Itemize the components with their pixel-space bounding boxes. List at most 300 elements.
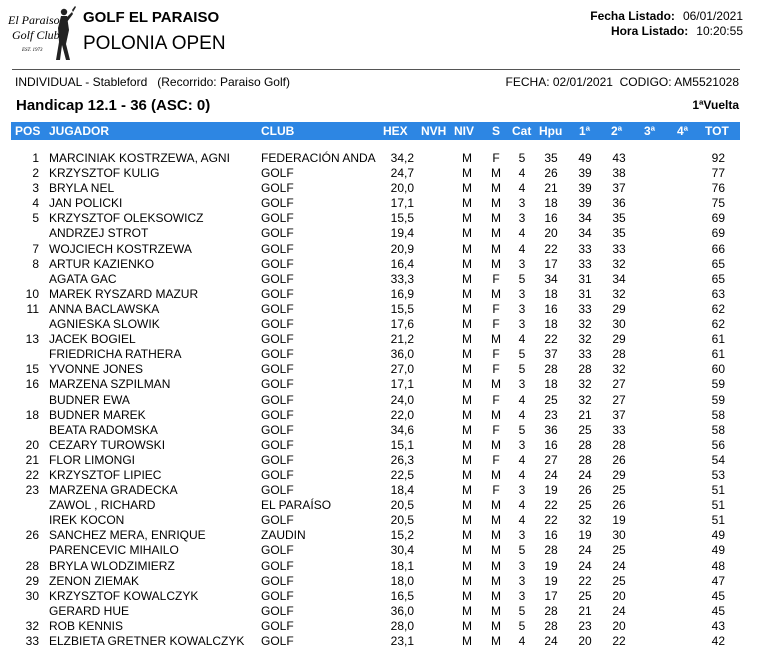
row-sex: F <box>492 392 500 407</box>
row-round-2: 37 <box>612 181 626 196</box>
row-hpu: 36 <box>544 422 558 437</box>
col-header-round-1: 1ª <box>579 124 591 138</box>
row-hex: 30,4 <box>390 543 414 558</box>
table-row <box>11 423 740 438</box>
row-position: 2 <box>32 166 39 181</box>
row-position: 11 <box>26 301 39 316</box>
row-hpu: 24 <box>544 467 558 482</box>
row-sex: M <box>491 588 501 603</box>
row-round-1: 34 <box>578 226 592 241</box>
row-total: 43 <box>711 618 725 633</box>
row-hex: 18,1 <box>390 558 414 573</box>
row-niv: M <box>462 166 472 181</box>
row-total: 61 <box>711 332 725 347</box>
row-total: 49 <box>711 543 725 558</box>
table-row <box>11 483 740 498</box>
row-position: 4 <box>32 196 39 211</box>
row-round-1: 19 <box>578 528 592 543</box>
table-row <box>11 196 740 211</box>
row-round-1: 32 <box>578 513 592 528</box>
table-row <box>11 589 740 604</box>
row-cat: 5 <box>518 347 526 362</box>
row-hex: 17,1 <box>390 196 414 211</box>
row-cat: 5 <box>518 362 526 377</box>
row-round-2: 43 <box>612 151 626 165</box>
row-total: 69 <box>711 226 725 241</box>
row-hpu: 21 <box>544 181 558 196</box>
row-round-1: 32 <box>578 332 592 347</box>
row-position: 10 <box>25 286 39 301</box>
row-round-2: 25 <box>612 543 626 558</box>
row-cat: 3 <box>518 317 526 332</box>
col-header-hex: HEX <box>383 124 408 138</box>
row-hpu: 17 <box>544 256 558 271</box>
row-player-name: ROB KENNIS <box>49 618 124 633</box>
row-club: GOLF <box>261 618 294 633</box>
row-round-1: 34 <box>578 211 592 226</box>
row-total: 75 <box>711 196 725 211</box>
row-sex: M <box>491 634 501 648</box>
row-niv: M <box>462 317 472 332</box>
table-row <box>11 453 740 468</box>
row-hex: 18,4 <box>390 483 414 498</box>
row-player-name: BUDNER MAREK <box>49 407 146 422</box>
row-position: 20 <box>25 437 39 452</box>
row-hpu: 34 <box>544 271 558 286</box>
row-cat: 4 <box>518 226 526 241</box>
row-hex: 20,5 <box>390 498 414 513</box>
row-round-2: 26 <box>612 498 626 513</box>
row-club: GOLF <box>261 332 294 347</box>
row-cat: 3 <box>518 588 526 603</box>
row-cat: 4 <box>518 166 526 181</box>
table-row <box>11 513 740 528</box>
row-sex: M <box>491 407 501 422</box>
row-round-1: 25 <box>578 498 592 513</box>
row-hex: 21,2 <box>390 332 414 347</box>
row-sex: F <box>492 347 500 362</box>
row-round-1: 32 <box>578 377 592 392</box>
row-total: 69 <box>711 211 725 226</box>
table-row <box>11 272 740 287</box>
row-hex: 24,0 <box>390 392 414 407</box>
table-row <box>11 302 740 317</box>
row-total: 63 <box>711 286 725 301</box>
row-sex: F <box>492 271 500 286</box>
row-round-1: 31 <box>578 286 592 301</box>
row-round-2: 36 <box>612 196 626 211</box>
row-position: 30 <box>25 588 39 603</box>
row-sex: M <box>491 467 501 482</box>
col-header-jugador: JUGADOR <box>49 124 110 138</box>
row-round-2: 26 <box>612 452 626 467</box>
col-header-cat: Cat <box>512 124 532 138</box>
table-row <box>11 408 740 423</box>
row-hpu: 23 <box>544 407 558 422</box>
row-sex: M <box>491 211 501 226</box>
row-hex: 16,4 <box>390 256 414 271</box>
fecha-listado <box>590 9 743 23</box>
row-position: 21 <box>25 452 39 467</box>
row-hpu: 18 <box>544 196 558 211</box>
row-player-name: MARZENA GRADECKA <box>49 483 178 498</box>
row-round-2: 29 <box>612 467 626 482</box>
row-club: GOLF <box>261 437 294 452</box>
row-round-2: 29 <box>612 332 626 347</box>
row-hpu: 25 <box>544 392 558 407</box>
row-total: 58 <box>711 422 725 437</box>
row-cat: 3 <box>518 483 526 498</box>
row-round-2: 35 <box>612 211 626 226</box>
row-club: GOLF <box>261 467 294 482</box>
row-niv: M <box>462 362 472 377</box>
row-round-2: 32 <box>612 362 626 377</box>
row-club: GOLF <box>261 362 294 377</box>
row-club: GOLF <box>261 392 294 407</box>
row-sex: M <box>491 256 501 271</box>
row-total: 51 <box>711 498 725 513</box>
row-club: GOLF <box>261 407 294 422</box>
row-hpu: 28 <box>544 618 558 633</box>
row-player-name: JAN POLICKI <box>49 196 123 211</box>
row-total: 58 <box>711 407 725 422</box>
row-round-2: 27 <box>612 392 626 407</box>
row-niv: M <box>462 558 472 573</box>
row-position: 22 <box>25 467 39 482</box>
row-round-1: 26 <box>578 483 592 498</box>
row-club: GOLF <box>261 513 294 528</box>
row-round-1: 39 <box>578 166 592 181</box>
row-niv: M <box>462 181 472 196</box>
row-round-2: 35 <box>612 226 626 241</box>
row-round-2: 29 <box>612 301 626 316</box>
fecha-listado-value: 06/01/2021 <box>682 9 743 23</box>
row-round-2: 34 <box>612 271 626 286</box>
col-header-pos: POS <box>15 124 41 138</box>
row-round-1: 25 <box>578 422 592 437</box>
table-row <box>11 634 740 649</box>
row-player-name: KRZYSZTOF KOWALCZYK <box>49 588 199 603</box>
row-hex: 15,2 <box>390 528 414 543</box>
row-niv: M <box>462 437 472 452</box>
row-club: GOLF <box>261 256 294 271</box>
row-cat: 3 <box>518 528 526 543</box>
row-player-name: ANDRZEJ STROT <box>49 226 149 241</box>
row-round-1: 33 <box>578 347 592 362</box>
row-niv: M <box>462 543 472 558</box>
row-round-2: 38 <box>612 166 626 181</box>
row-total: 59 <box>711 392 725 407</box>
row-total: 54 <box>711 452 725 467</box>
row-sex: M <box>491 558 501 573</box>
row-club: ZAUDIN <box>261 528 306 543</box>
row-cat: 4 <box>518 467 526 482</box>
row-cat: 5 <box>518 603 526 618</box>
row-cat: 4 <box>518 332 526 347</box>
row-niv: M <box>462 618 472 633</box>
row-total: 92 <box>711 151 725 165</box>
row-round-1: 24 <box>578 467 592 482</box>
table-row <box>11 166 740 181</box>
col-header-niv: NIV <box>454 124 475 138</box>
logo-text-line-2: Golf Club <box>12 28 60 42</box>
row-round-1: 28 <box>578 437 592 452</box>
col-header-s: S <box>492 124 501 138</box>
table-row <box>11 181 740 196</box>
row-hex: 19,4 <box>390 226 414 241</box>
row-round-1: 33 <box>578 256 592 271</box>
col-header-tot: TOT <box>705 124 729 138</box>
row-round-2: 30 <box>612 528 626 543</box>
row-hpu: 19 <box>544 573 558 588</box>
row-player-name: WOJCIECH KOSTRZEWA <box>49 241 192 256</box>
row-cat: 5 <box>518 422 526 437</box>
table-row <box>11 332 740 347</box>
row-position: 33 <box>25 634 39 648</box>
row-cat: 5 <box>518 271 526 286</box>
row-player-name: KRZYSZTOF LIPIEC <box>49 467 162 482</box>
row-player-name: SANCHEZ MERA, ENRIQUE <box>49 528 206 543</box>
hora-listado <box>611 24 743 38</box>
row-sex: M <box>491 618 501 633</box>
row-niv: M <box>462 467 472 482</box>
col-header-nvh: NVH <box>421 124 447 138</box>
row-total: 45 <box>711 588 725 603</box>
row-total: 66 <box>711 241 725 256</box>
row-cat: 4 <box>518 498 526 513</box>
row-hex: 20,0 <box>390 181 414 196</box>
row-hex: 22,5 <box>390 467 414 482</box>
row-round-1: 20 <box>578 634 592 648</box>
row-total: 76 <box>711 181 725 196</box>
row-sex: M <box>491 377 501 392</box>
row-total: 62 <box>711 317 725 332</box>
row-niv: M <box>462 226 472 241</box>
row-round-1: 33 <box>578 301 592 316</box>
logo-text-line-1: El Paraiso <box>8 13 60 27</box>
row-sex: M <box>491 437 501 452</box>
header-divider <box>12 69 740 70</box>
row-club: FEDERACIÓN ANDA <box>261 151 376 165</box>
row-position: 7 <box>32 241 39 256</box>
row-hpu: 16 <box>544 528 558 543</box>
row-total: 59 <box>711 377 725 392</box>
table-row <box>11 543 740 558</box>
row-niv: M <box>462 498 472 513</box>
row-cat: 4 <box>518 513 526 528</box>
col-header-round-4: 4ª <box>677 124 689 138</box>
row-hpu: 24 <box>544 634 558 648</box>
row-cat: 3 <box>518 211 526 226</box>
row-total: 65 <box>711 256 725 271</box>
row-player-name: YVONNE JONES <box>49 362 144 377</box>
row-sex: M <box>491 241 501 256</box>
row-hex: 34,6 <box>390 422 414 437</box>
table-row <box>11 468 740 483</box>
row-round-1: 49 <box>578 151 592 165</box>
row-total: 51 <box>711 513 725 528</box>
row-cat: 4 <box>518 241 526 256</box>
row-player-name: IREK KOCON <box>49 513 125 528</box>
competition-format: INDIVIDUAL - Stableford (Recorrido: Paraiso Golf) <box>15 75 290 89</box>
results-table-body <box>11 151 740 649</box>
row-round-2: 22 <box>612 634 626 648</box>
row-hpu: 28 <box>544 362 558 377</box>
row-round-2: 33 <box>612 241 626 256</box>
row-round-2: 28 <box>612 437 626 452</box>
row-sex: M <box>491 286 501 301</box>
row-position: 32 <box>25 618 39 633</box>
row-club: GOLF <box>261 196 294 211</box>
row-club: GOLF <box>261 317 294 332</box>
row-hex: 28,0 <box>390 618 414 633</box>
row-round-2: 33 <box>612 422 626 437</box>
row-total: 77 <box>711 166 725 181</box>
row-sex: F <box>492 317 500 332</box>
table-row <box>11 226 740 241</box>
row-club: EL PARAÍSO <box>261 498 332 513</box>
row-player-name: ZENON ZIEMAK <box>49 573 140 588</box>
row-hpu: 16 <box>544 211 558 226</box>
row-hex: 24,7 <box>390 166 414 181</box>
row-round-2: 32 <box>612 256 626 271</box>
row-club: GOLF <box>261 558 294 573</box>
row-player-name: ANNA BACLAWSKA <box>49 301 160 316</box>
row-hpu: 16 <box>544 301 558 316</box>
row-club: GOLF <box>261 603 294 618</box>
row-club: GOLF <box>261 634 294 648</box>
row-niv: M <box>462 528 472 543</box>
row-position: 3 <box>32 181 39 196</box>
row-cat: 3 <box>518 437 526 452</box>
table-row <box>11 287 740 302</box>
row-total: 56 <box>711 437 725 452</box>
row-hpu: 20 <box>544 226 558 241</box>
row-total: 48 <box>711 558 725 573</box>
row-hpu: 22 <box>544 332 558 347</box>
col-header-hpu: Hpu <box>539 124 563 138</box>
row-cat: 5 <box>518 618 526 633</box>
table-row <box>11 151 740 166</box>
row-sex: M <box>491 498 501 513</box>
row-club: GOLF <box>261 588 294 603</box>
row-player-name: GERARD HUE <box>49 603 130 618</box>
row-player-name: BUDNER EWA <box>49 392 130 407</box>
row-sex: F <box>492 422 500 437</box>
row-hex: 36,0 <box>390 347 414 362</box>
row-player-name: BRYLA NEL <box>49 181 115 196</box>
row-sex: F <box>492 362 500 377</box>
row-position: 16 <box>25 377 39 392</box>
row-cat: 3 <box>518 256 526 271</box>
row-round-2: 37 <box>612 407 626 422</box>
row-cat: 3 <box>518 558 526 573</box>
row-round-2: 24 <box>612 558 626 573</box>
row-niv: M <box>462 256 472 271</box>
club-logo <box>6 4 76 62</box>
row-position: 23 <box>25 483 39 498</box>
row-player-name: MARCINIAK KOSTRZEWA, AGNI <box>49 151 230 165</box>
row-sex: M <box>491 332 501 347</box>
club-name: GOLF EL PARAISO <box>83 9 220 26</box>
row-hpu: 22 <box>544 241 558 256</box>
row-sex: M <box>491 181 501 196</box>
row-total: 47 <box>711 573 725 588</box>
row-niv: M <box>462 422 472 437</box>
row-player-name: BEATA RADOMSKA <box>49 422 158 437</box>
row-player-name: ZAWOL , RICHARD <box>49 498 156 513</box>
competition-date-code: FECHA: 02/01/2021 CODIGO: AM5521028 <box>505 75 739 89</box>
row-hex: 17,1 <box>390 377 414 392</box>
row-round-1: 28 <box>578 452 592 467</box>
row-club: GOLF <box>261 543 294 558</box>
row-round-1: 28 <box>578 362 592 377</box>
row-hex: 16,5 <box>390 588 414 603</box>
row-hex: 15,1 <box>390 437 414 452</box>
row-round-2: 19 <box>612 513 626 528</box>
row-player-name: AGNIESKA SLOWIK <box>49 317 160 332</box>
row-hpu: 35 <box>544 151 558 165</box>
row-sex: F <box>492 301 500 316</box>
row-hex: 27,0 <box>390 362 414 377</box>
row-hex: 34,2 <box>390 151 414 165</box>
row-club: GOLF <box>261 483 294 498</box>
row-club: GOLF <box>261 241 294 256</box>
row-hpu: 22 <box>544 513 558 528</box>
hora-listado-value: 10:20:55 <box>696 24 743 38</box>
row-cat: 3 <box>518 301 526 316</box>
row-club: GOLF <box>261 452 294 467</box>
row-cat: 3 <box>518 573 526 588</box>
row-sex: M <box>491 513 501 528</box>
row-round-1: 24 <box>578 558 592 573</box>
row-position: 1 <box>32 151 39 165</box>
row-round-1: 33 <box>578 241 592 256</box>
row-niv: M <box>462 286 472 301</box>
row-niv: M <box>462 196 472 211</box>
row-cat: 3 <box>518 196 526 211</box>
row-total: 60 <box>711 362 725 377</box>
results-table-header <box>11 122 740 140</box>
row-cat: 4 <box>518 407 526 422</box>
row-sex: F <box>492 452 500 467</box>
row-player-name: FRIEDRICHA RATHERA <box>49 347 182 362</box>
row-niv: M <box>462 377 472 392</box>
row-club: GOLF <box>261 181 294 196</box>
row-hpu: 18 <box>544 317 558 332</box>
row-cat: 4 <box>518 392 526 407</box>
row-club: GOLF <box>261 422 294 437</box>
row-niv: M <box>462 483 472 498</box>
round-label: 1ªVuelta <box>692 98 739 112</box>
col-header-round-2: 2ª <box>611 124 623 138</box>
row-hpu: 26 <box>544 166 558 181</box>
row-total: 65 <box>711 271 725 286</box>
row-club: GOLF <box>261 286 294 301</box>
row-club: GOLF <box>261 301 294 316</box>
row-hpu: 18 <box>544 286 558 301</box>
table-row <box>11 619 740 634</box>
row-round-1: 32 <box>578 317 592 332</box>
row-niv: M <box>462 392 472 407</box>
logo-text-line-3: EST. 1973 <box>22 48 43 53</box>
row-round-2: 20 <box>612 618 626 633</box>
row-position: 13 <box>25 332 39 347</box>
row-position: 26 <box>25 528 39 543</box>
row-hpu: 28 <box>544 603 558 618</box>
tournament-name: POLONIA OPEN <box>83 33 226 54</box>
row-total: 42 <box>711 634 725 648</box>
